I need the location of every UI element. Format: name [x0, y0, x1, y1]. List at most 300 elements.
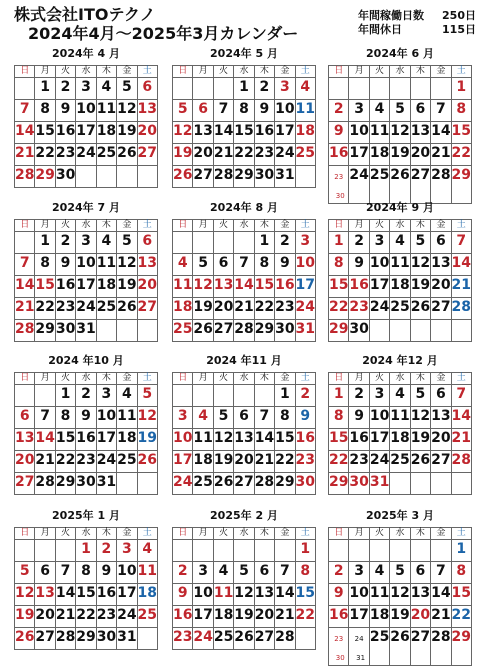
day-number: 3	[374, 386, 385, 402]
week-row	[15, 78, 158, 100]
day-cell	[369, 276, 389, 298]
month-calendar	[328, 507, 472, 666]
day-number: 25	[390, 452, 410, 468]
day-number: 14	[451, 255, 472, 271]
day-cell	[410, 385, 430, 407]
week-row	[15, 473, 158, 495]
week-row	[329, 628, 472, 666]
day-cell	[117, 606, 137, 628]
day-number: 7	[19, 255, 30, 271]
day-cell	[234, 606, 254, 628]
day-cell	[254, 407, 274, 429]
day-number: 12	[193, 277, 213, 293]
week-row	[329, 429, 472, 451]
day-cell	[431, 451, 451, 473]
weekday-label: 火	[369, 66, 389, 78]
day-cell	[349, 429, 369, 451]
day-cell	[410, 232, 430, 254]
day-cell	[35, 276, 55, 298]
day-cell	[173, 451, 193, 473]
day-number: 4	[198, 408, 208, 424]
day-cell	[349, 122, 369, 144]
day-number: 23	[254, 145, 275, 161]
day-number: 4	[395, 233, 405, 249]
day-number: 4	[395, 386, 405, 402]
day-cell	[15, 429, 35, 451]
day-cell	[55, 254, 75, 276]
empty-day-cell	[451, 320, 471, 342]
weekday-label: 火	[213, 220, 233, 232]
company-title: 株式会社ITOテクノ	[14, 5, 156, 24]
day-number: 31	[369, 474, 390, 490]
stat-value: 115日	[442, 23, 476, 36]
day-cell	[234, 298, 254, 320]
day-number: 22	[275, 452, 295, 468]
day-number: 27	[410, 629, 431, 645]
day-number: 24	[369, 452, 390, 468]
day-number: 20	[35, 607, 55, 623]
day-number: 27	[410, 167, 431, 183]
day-cell	[295, 144, 315, 166]
day-cell	[76, 407, 96, 429]
day-number: 31	[295, 321, 316, 337]
day-number: 14	[254, 430, 275, 446]
day-number: 13	[193, 123, 213, 139]
day-cell	[410, 606, 430, 628]
weekday-header-row	[173, 66, 316, 78]
day-number: 1	[333, 386, 344, 402]
day-cell	[254, 100, 274, 122]
day-number: 6	[435, 386, 446, 402]
day-cell	[213, 298, 233, 320]
day-number: 2	[300, 386, 311, 402]
day-number: 11	[390, 408, 410, 424]
day-cell	[55, 385, 75, 407]
day-cell	[431, 298, 451, 320]
month-title: 2024 年10 月	[48, 354, 124, 367]
day-cell	[96, 473, 116, 495]
week-row	[15, 122, 158, 144]
day-number: 17	[117, 585, 137, 601]
day-cell	[137, 407, 157, 429]
day-cell	[390, 254, 410, 276]
day-cell	[15, 122, 35, 144]
week-row	[329, 232, 472, 254]
day-number: 21	[451, 430, 472, 446]
day-number: 22	[329, 452, 349, 468]
day-cell	[15, 628, 35, 650]
week-row	[15, 628, 158, 650]
day-cell	[15, 473, 35, 495]
week-row	[15, 562, 158, 584]
month-table	[328, 527, 472, 666]
day-number: 26	[137, 452, 158, 468]
day-cell	[390, 385, 410, 407]
day-number: 8	[456, 101, 467, 117]
weekday-label: 水	[76, 220, 96, 232]
day-number: 19	[15, 607, 35, 623]
week-row	[173, 385, 316, 407]
day-cell	[173, 628, 193, 650]
day-number: 15	[35, 277, 55, 293]
weekday-label: 火	[55, 373, 75, 385]
day-number: 29	[451, 167, 472, 183]
day-number: 23	[349, 452, 369, 468]
day-number: 17	[349, 145, 369, 161]
day-cell	[390, 584, 410, 606]
day-number: 16	[96, 585, 117, 601]
day-cell	[369, 232, 389, 254]
weekday-header-row	[15, 66, 158, 78]
week-row	[173, 540, 316, 562]
day-cell	[55, 100, 75, 122]
day-cell	[193, 407, 213, 429]
day-number: 21	[213, 145, 234, 161]
day-cell	[349, 232, 369, 254]
day-cell	[349, 276, 369, 298]
empty-day-cell	[431, 540, 451, 562]
day-number: 2	[333, 101, 344, 117]
day-cell	[275, 451, 295, 473]
day-number: 4	[101, 79, 112, 95]
day-cell	[329, 451, 349, 473]
weekday-label: 木	[96, 373, 116, 385]
week-row	[329, 540, 472, 562]
day-number: 24	[369, 299, 390, 315]
day-number: 28	[234, 321, 254, 337]
day-number: 2	[60, 79, 71, 95]
day-number: 13	[234, 430, 254, 446]
day-cell	[96, 606, 116, 628]
day-cell	[234, 451, 254, 473]
day-number: 16	[295, 430, 316, 446]
weekday-label: 木	[254, 373, 274, 385]
day-number: 30	[96, 629, 117, 645]
day-cell	[173, 473, 193, 495]
day-cell	[15, 606, 35, 628]
day-number: 23	[76, 452, 96, 468]
day-number: 9	[60, 255, 71, 271]
day-number: 5	[198, 255, 208, 271]
month-calendar	[14, 45, 158, 188]
day-number: 20	[254, 607, 275, 623]
month-title: 2024 年12 月	[362, 354, 438, 367]
day-number: 11	[96, 255, 117, 271]
week-row	[15, 320, 158, 342]
day-cell	[35, 232, 55, 254]
day-cell	[76, 562, 96, 584]
day-number: 18	[117, 430, 137, 446]
day-number: 12	[390, 585, 410, 601]
day-cell	[193, 144, 213, 166]
week-row	[329, 606, 472, 628]
weekday-label: 日	[329, 373, 349, 385]
day-number: 29	[234, 167, 254, 183]
day-cell	[431, 254, 451, 276]
day-cell	[76, 320, 96, 342]
day-cell	[234, 628, 254, 650]
empty-day-cell	[137, 628, 157, 650]
empty-day-cell	[15, 540, 35, 562]
day-cell	[96, 429, 116, 451]
day-number: 6	[415, 563, 426, 579]
day-number: 6	[415, 101, 426, 117]
weekday-header-row	[329, 220, 472, 232]
day-number: 12	[410, 408, 431, 424]
weekday-label: 火	[369, 528, 389, 540]
day-number: 6	[198, 101, 208, 117]
day-cell	[431, 144, 451, 166]
day-number: 30	[55, 167, 76, 183]
day-number: 19	[390, 145, 410, 161]
day-cell	[390, 122, 410, 144]
day-number: 31	[96, 474, 117, 490]
empty-day-cell	[390, 473, 410, 495]
day-cell	[35, 100, 55, 122]
day-cell	[369, 606, 389, 628]
day-cell	[76, 385, 96, 407]
day-number: 25	[96, 145, 117, 161]
day-cell	[390, 166, 410, 204]
day-cell	[234, 473, 254, 495]
day-cell	[431, 166, 451, 204]
day-cell	[193, 473, 213, 495]
day-cell	[137, 584, 157, 606]
day-number: 30	[349, 474, 369, 490]
day-number: 8	[333, 408, 344, 424]
day-number: 7	[456, 233, 467, 249]
day-cell	[15, 562, 35, 584]
day-cell	[137, 298, 157, 320]
month-grid	[14, 45, 478, 662]
day-number: 8	[456, 563, 467, 579]
weekday-header-row	[173, 373, 316, 385]
day-cell	[390, 232, 410, 254]
day-cell	[410, 429, 430, 451]
day-number: 21	[451, 277, 472, 293]
day-number: 14	[275, 585, 295, 601]
day-cell	[329, 320, 349, 342]
day-cell	[55, 276, 75, 298]
day-cell	[55, 166, 75, 188]
day-cell	[234, 122, 254, 144]
day-cell	[275, 78, 295, 100]
day-number: 3	[121, 541, 132, 557]
weekday-label: 木	[254, 528, 274, 540]
empty-day-cell	[137, 166, 157, 188]
day-number: 14	[431, 585, 451, 601]
weekday-label: 日	[15, 220, 35, 232]
day-cell	[117, 385, 137, 407]
week-row	[329, 473, 472, 495]
day-cell	[390, 407, 410, 429]
day-number: 11	[369, 585, 390, 601]
day-cell	[117, 562, 137, 584]
day-number: 7	[218, 101, 229, 117]
day-cell	[295, 606, 315, 628]
day-number: 16	[55, 123, 76, 139]
day-number-alt: 30	[335, 192, 345, 200]
day-cell	[117, 298, 137, 320]
day-cell	[254, 584, 274, 606]
day-number: 18	[137, 585, 158, 601]
day-number: 15	[55, 430, 76, 446]
day-cell	[96, 407, 116, 429]
day-number: 5	[121, 79, 132, 95]
day-number: 15	[329, 430, 349, 446]
day-cell	[15, 254, 35, 276]
week-row	[173, 144, 316, 166]
day-number: 16	[173, 607, 193, 623]
day-number-alt: 30	[335, 654, 345, 662]
week-row	[173, 429, 316, 451]
day-number: 7	[435, 101, 446, 117]
day-cell	[390, 451, 410, 473]
day-number: 11	[295, 101, 316, 117]
day-cell	[76, 276, 96, 298]
empty-day-cell	[410, 473, 430, 495]
day-number: 27	[15, 474, 35, 490]
day-number: 1	[279, 386, 290, 402]
day-number: 2	[81, 386, 91, 402]
day-number: 8	[81, 563, 91, 579]
weekday-header-row	[329, 66, 472, 78]
weekday-label: 水	[390, 373, 410, 385]
day-cell	[275, 166, 295, 188]
weekday-label: 土	[137, 220, 157, 232]
day-number: 21	[55, 607, 76, 623]
day-cell	[96, 100, 116, 122]
day-number: 15	[234, 123, 254, 139]
day-number: 19	[193, 299, 213, 315]
day-cell	[451, 254, 471, 276]
weekday-label: 日	[329, 220, 349, 232]
day-cell	[234, 100, 254, 122]
day-number: 17	[193, 607, 213, 623]
weekday-header-row	[15, 528, 158, 540]
day-number: 8	[279, 408, 290, 424]
day-cell	[295, 320, 315, 342]
day-number: 27	[137, 299, 158, 315]
weekday-header-row	[173, 220, 316, 232]
day-cell	[193, 429, 213, 451]
day-cell	[55, 144, 75, 166]
day-cell	[234, 78, 254, 100]
day-number: 23	[295, 452, 316, 468]
day-cell	[15, 100, 35, 122]
week-row	[15, 429, 158, 451]
day-number: 29	[329, 474, 349, 490]
day-cell	[117, 254, 137, 276]
weekday-label: 月	[349, 528, 369, 540]
week-row	[329, 100, 472, 122]
day-number: 24	[76, 145, 96, 161]
day-cell	[369, 298, 389, 320]
day-number: 4	[300, 79, 311, 95]
month-table	[328, 219, 472, 342]
empty-day-cell	[390, 78, 410, 100]
day-cell	[15, 166, 35, 188]
weekday-label: 火	[213, 373, 233, 385]
weekday-label: 水	[234, 528, 254, 540]
day-number: 24	[193, 629, 213, 645]
day-cell	[193, 451, 213, 473]
day-number: 28	[15, 321, 35, 337]
day-cell	[96, 628, 116, 650]
day-cell	[390, 100, 410, 122]
day-number: 29	[329, 321, 349, 337]
day-cell	[254, 473, 274, 495]
day-number: 29	[254, 321, 275, 337]
day-number: 20	[15, 452, 35, 468]
month-calendar	[172, 45, 316, 188]
weekday-label: 土	[451, 373, 471, 385]
day-number: 1	[81, 541, 91, 557]
day-number: 22	[76, 607, 96, 623]
day-cell	[410, 122, 430, 144]
day-number: 1	[456, 541, 467, 557]
day-number: 12	[213, 430, 234, 446]
empty-day-cell	[213, 540, 233, 562]
weekday-label: 金	[275, 373, 295, 385]
day-cell	[410, 562, 430, 584]
day-cell	[173, 100, 193, 122]
day-number: 6	[142, 79, 153, 95]
day-cell	[390, 276, 410, 298]
day-number: 1	[60, 386, 71, 402]
weekday-label: 火	[55, 528, 75, 540]
day-number: 26	[410, 299, 431, 315]
day-number: 9	[259, 101, 270, 117]
day-number: 16	[349, 277, 369, 293]
day-number: 17	[96, 430, 117, 446]
day-cell	[55, 628, 75, 650]
day-cell	[234, 254, 254, 276]
day-cell	[76, 254, 96, 276]
day-number: 25	[137, 607, 158, 623]
weekday-label: 月	[35, 66, 55, 78]
day-number: 14	[451, 408, 472, 424]
day-cell	[329, 584, 349, 606]
day-number: 3	[177, 408, 188, 424]
day-cell	[55, 298, 75, 320]
day-cell	[329, 122, 349, 144]
month-title: 2025年 3 月	[366, 509, 434, 522]
day-number: 14	[15, 123, 35, 139]
day-number: 18	[369, 145, 390, 161]
week-row	[173, 298, 316, 320]
day-cell	[431, 562, 451, 584]
month-table	[14, 527, 158, 650]
day-cell	[410, 407, 430, 429]
day-cell	[275, 254, 295, 276]
week-row	[15, 540, 158, 562]
week-row	[329, 78, 472, 100]
day-number: 27	[35, 629, 55, 645]
day-cell	[349, 166, 369, 204]
day-number: 21	[275, 607, 295, 623]
empty-day-cell	[137, 473, 157, 495]
day-cell	[213, 320, 233, 342]
day-cell	[137, 562, 157, 584]
weekday-label: 土	[451, 220, 471, 232]
day-number: 22	[295, 607, 316, 623]
day-cell	[15, 320, 35, 342]
empty-day-cell	[117, 166, 137, 188]
day-number: 2	[354, 233, 364, 249]
weekday-label: 木	[410, 66, 430, 78]
day-cell	[55, 122, 75, 144]
